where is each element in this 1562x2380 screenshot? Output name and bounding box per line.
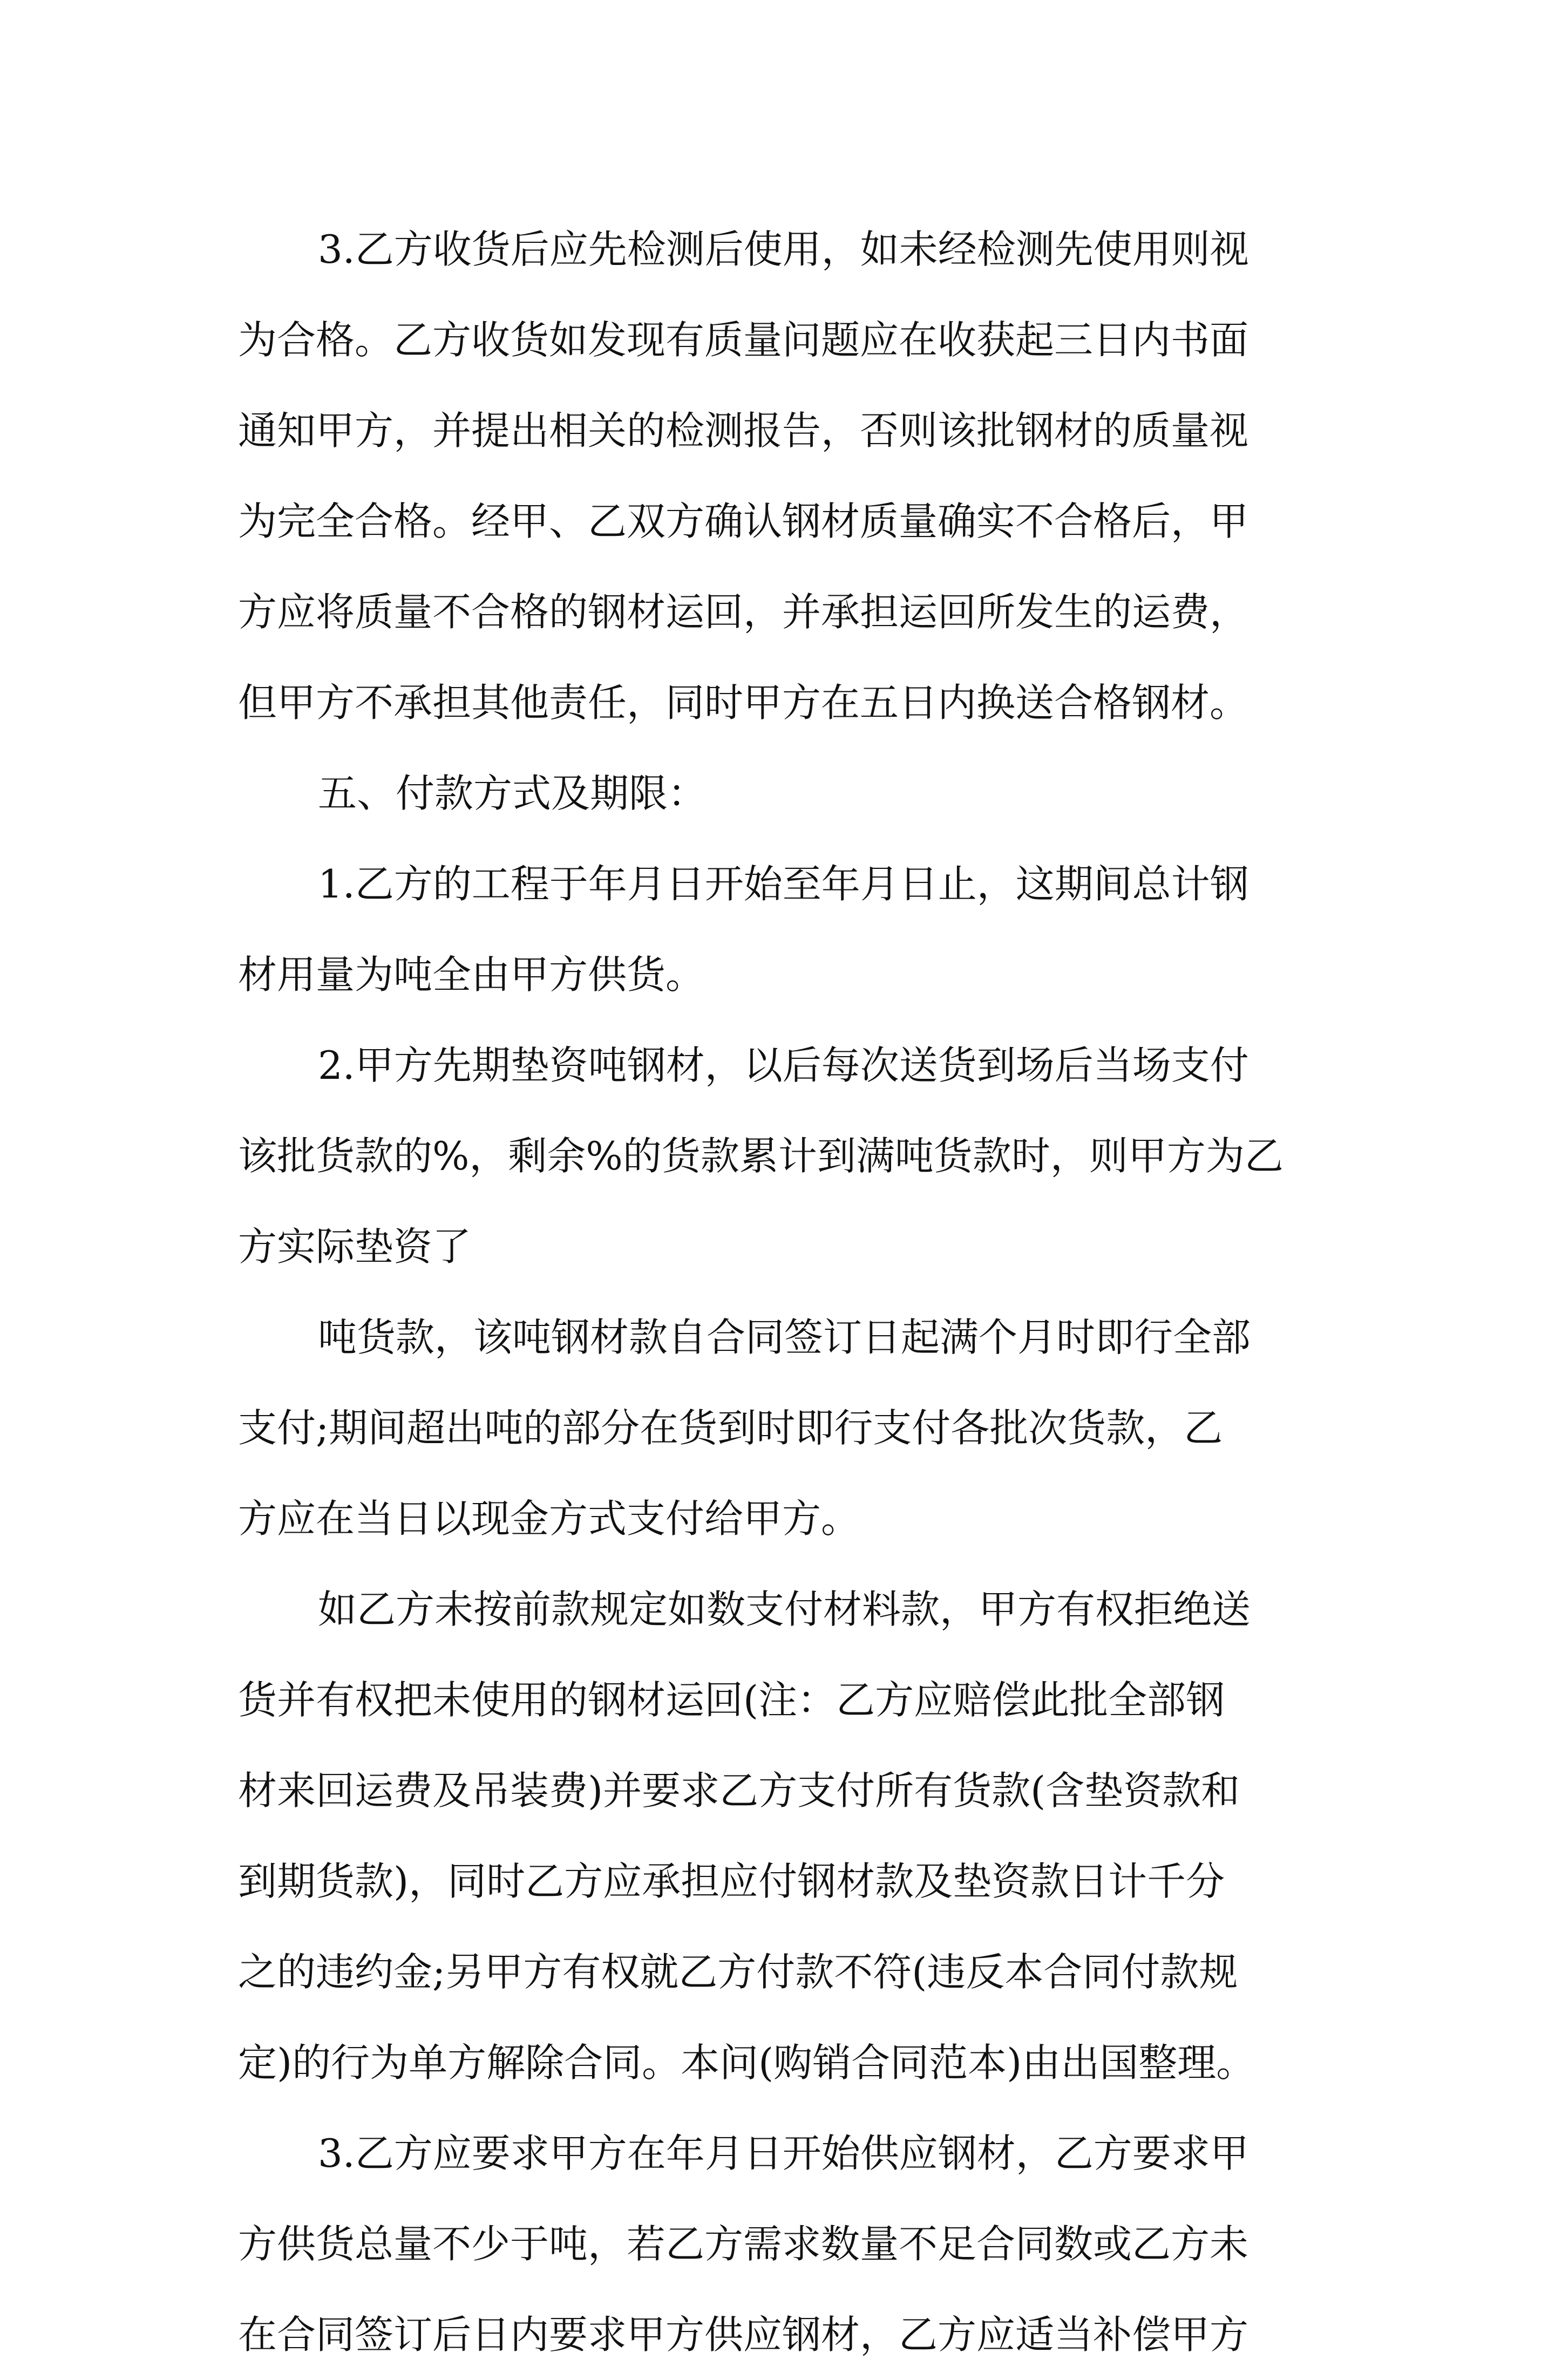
- paragraph-payment-3: [238, 2108, 1339, 2380]
- paragraph-payment-1: [238, 839, 1339, 1020]
- text-line: 方应在当日以现金方式支付给甲方。: [238, 1496, 860, 1541]
- paragraph-quality-inspection: [238, 204, 1339, 748]
- text-line: 3.乙方收货后应先检测后使用，如未经检测先使用则视: [318, 227, 1249, 272]
- text-line: 为完全合格。经甲、乙双方确认钢材质量确实不合格后，甲: [238, 499, 1249, 544]
- document-body: [238, 204, 1339, 2380]
- text-line: 方实际垫资了: [238, 1224, 472, 1269]
- text-line: 但甲方不承担其他责任，同时甲方在五日内换送合格钢材。: [238, 680, 1249, 725]
- text-line: 到期货款)，同时乙方应承担应付钢材款及垫资款日计千分: [238, 1859, 1225, 1904]
- text-line: 之的违约金;另甲方有权就乙方付款不符(违反本合同付款规: [238, 1949, 1238, 1995]
- text-line: 通知甲方，并提出相关的检测报告，否则该批钢材的质量视: [238, 408, 1249, 453]
- paragraph-breach: [238, 1564, 1339, 2108]
- section-heading: 五、付款方式及期限：: [318, 771, 707, 816]
- text-line: 吨货款，该吨钢材款自合同签订日起满个月时即行全部: [318, 1315, 1251, 1360]
- text-line: 货并有权把未使用的钢材运回(注：乙方应赔偿此批全部钢: [238, 1677, 1225, 1723]
- text-line: 1.乙方的工程于年月日开始至年月日止，这期间总计钢: [318, 861, 1249, 907]
- paragraph-payment-2: [238, 1020, 1339, 1292]
- section-heading-payment: [238, 748, 1339, 839]
- text-line: 如乙方未按前款规定如数支付材料款，甲方有权拒绝送: [318, 1587, 1251, 1632]
- text-line: 方应将质量不合格的钢材运回，并承担运回所发生的运费，: [238, 589, 1249, 635]
- text-line: 为合格。乙方收货如发现有质量问题应在收获起三日内书面: [238, 317, 1249, 363]
- text-line: 在合同签订后日内要求甲方供应钢材，乙方应适当补偿甲方: [238, 2312, 1249, 2357]
- text-line: 材用量为吨全由甲方供货。: [238, 952, 705, 997]
- text-line: 材来回运费及吊装费)并要求乙方支付所有货款(含垫资款和: [238, 1768, 1240, 1813]
- text-line: 定)的行为单方解除合同。本问(购销合同范本)由出国整理。: [238, 2040, 1255, 2085]
- paragraph-payment-2-continued: [238, 1292, 1339, 1564]
- text-line: 方供货总量不少于吨，若乙方需求数量不足合同数或乙方未: [238, 2221, 1249, 2267]
- text-line: 3.乙方应要求甲方在年月日开始供应钢材，乙方要求甲: [318, 2131, 1249, 2176]
- text-line: 支付;期间超出吨的部分在货到时即行支付各批次货款，乙: [238, 1405, 1223, 1451]
- text-line: 该批货款的%，剩余%的货款累计到满吨货款时，则甲方为乙: [238, 1133, 1283, 1179]
- text-line: 2.甲方先期垫资吨钢材，以后每次送货到场后当场支付: [318, 1043, 1249, 1088]
